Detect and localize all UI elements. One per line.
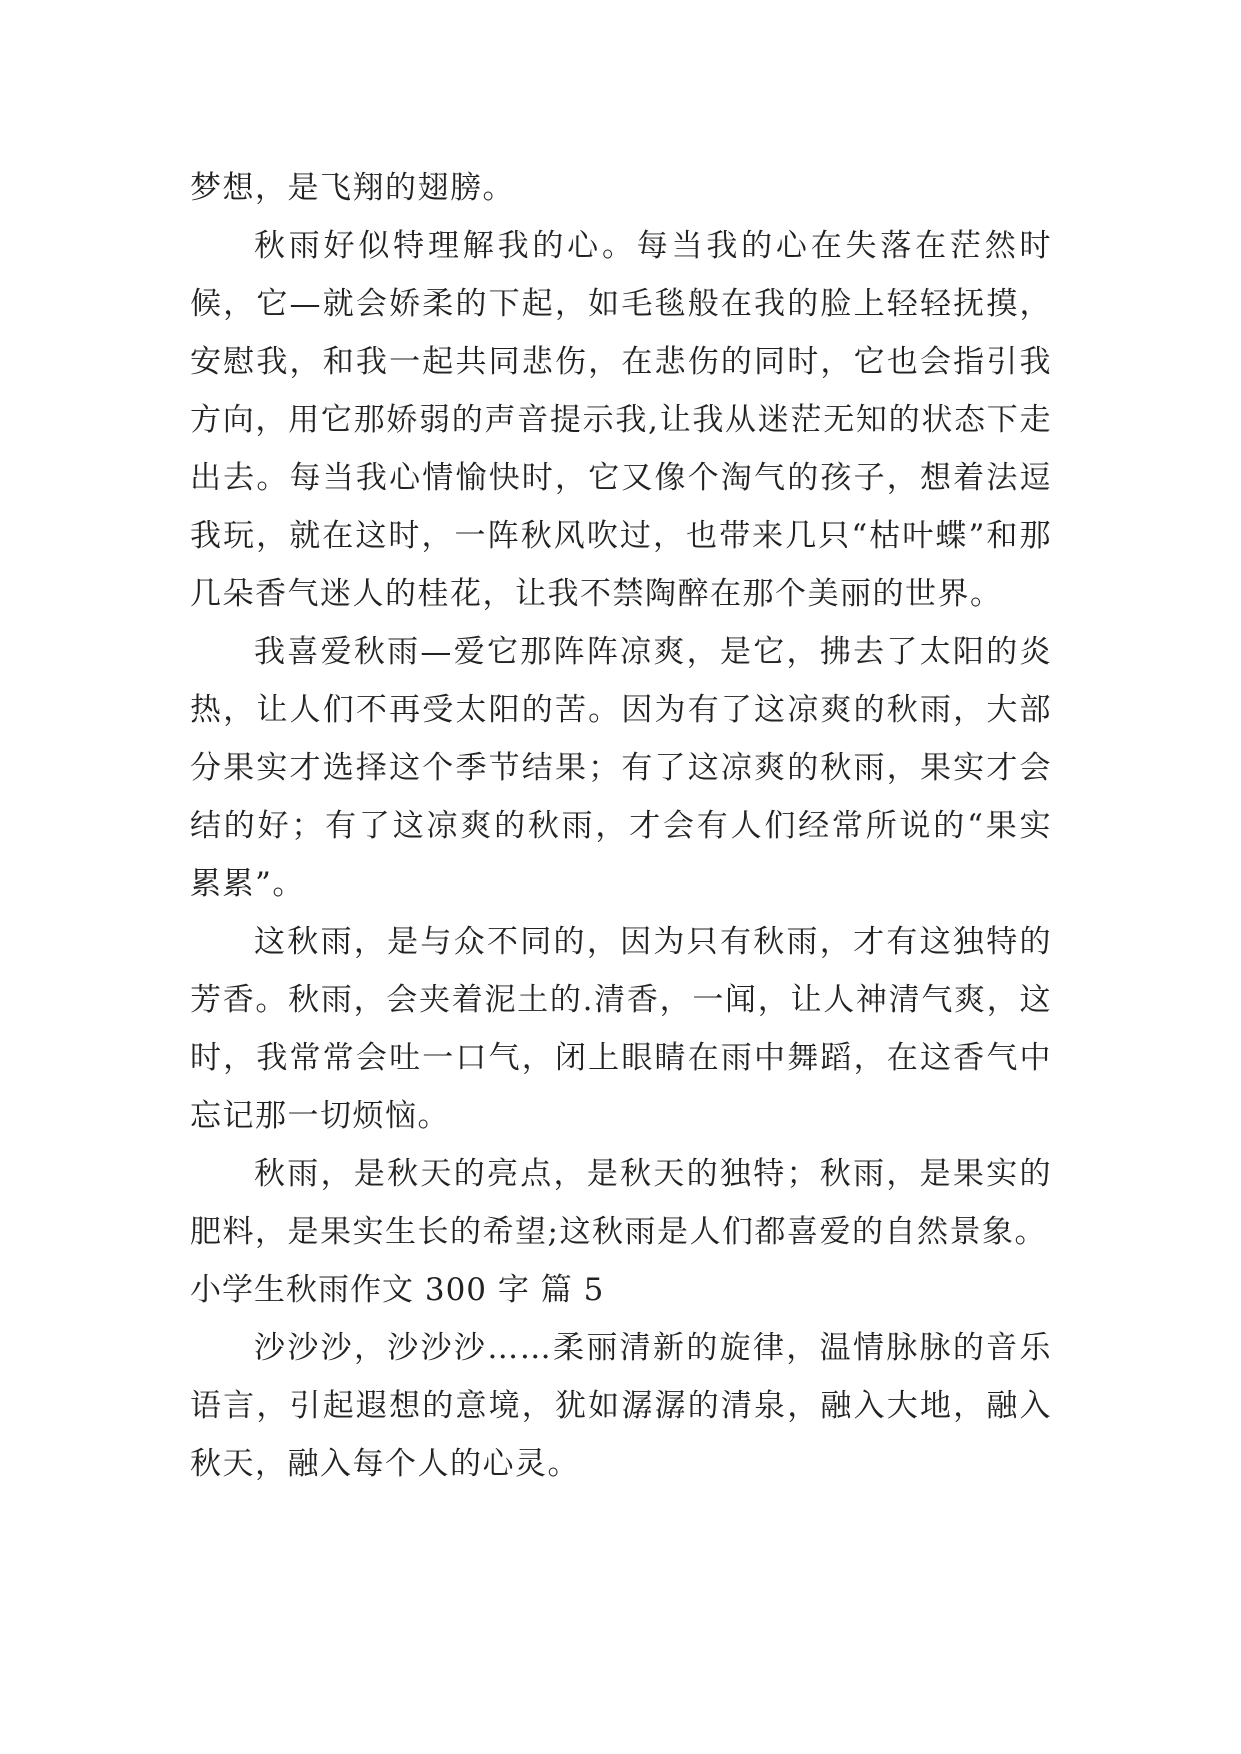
paragraph-rustling-melody: 沙沙沙，沙沙沙……柔丽清新的旋律，温情脉脉的音乐语言，引起遐想的意境，犹如潺潺的清泉，融入大地，融入秋天，融入每个人的心灵。 bbox=[190, 1330, 1052, 1482]
section-heading: 小学生秋雨作文 300 字 篇 5 bbox=[190, 1272, 605, 1308]
document-body bbox=[190, 159, 1052, 1493]
paragraph-autumn-rain-understands: 秋雨好似特理解我的心。每当我的心在失落在茫然时候，它—就会娇柔的下起，如毛毯般在我的脸上轻轻抚摸，安慰我，和我一起共同悲伤，在悲伤的同时，它也会指引我方向，用它那娇弱的声音提示我,让我从迷茫无知的状态下走出去。每当我心情愉快时，它又像个淘气的孩子，想着法逗我玩，就在这时，一阵秋风吹过，也带来几只“枯叶蝶”和那几朵香气迷人的桂花，让我不禁陶醉在那个美丽的世界。 bbox=[190, 228, 1052, 612]
paragraph-highlight-of-autumn: 秋雨，是秋天的亮点，是秋天的独特；秋雨，是果实的肥料，是果实生长的希望;这秋雨是人们都喜爱的自然景象。 bbox=[190, 1156, 1052, 1250]
paragraph-love-autumn-rain: 我喜爱秋雨—爱它那阵阵凉爽，是它，拂去了太阳的炎热，让人们不再受太阳的苦。因为有了这凉爽的秋雨，大部分果实才选择这个季节结果；有了这凉爽的秋雨，果实才会结的好；有了这凉爽的秋雨，才会有人们经常所说的“果实累累”。 bbox=[190, 634, 1052, 902]
paragraph-unique-fragrance: 这秋雨，是与众不同的，因为只有秋雨，才有这独特的芳香。秋雨，会夹着泥土的.清香，一闻，让人神清气爽，这时，我常常会吐一口气，闭上眼睛在雨中舞蹈，在这香气中忘记那一切烦恼。 bbox=[190, 924, 1052, 1134]
paragraph-continuation: 梦想，是飞翔的翅膀。 bbox=[190, 170, 515, 206]
